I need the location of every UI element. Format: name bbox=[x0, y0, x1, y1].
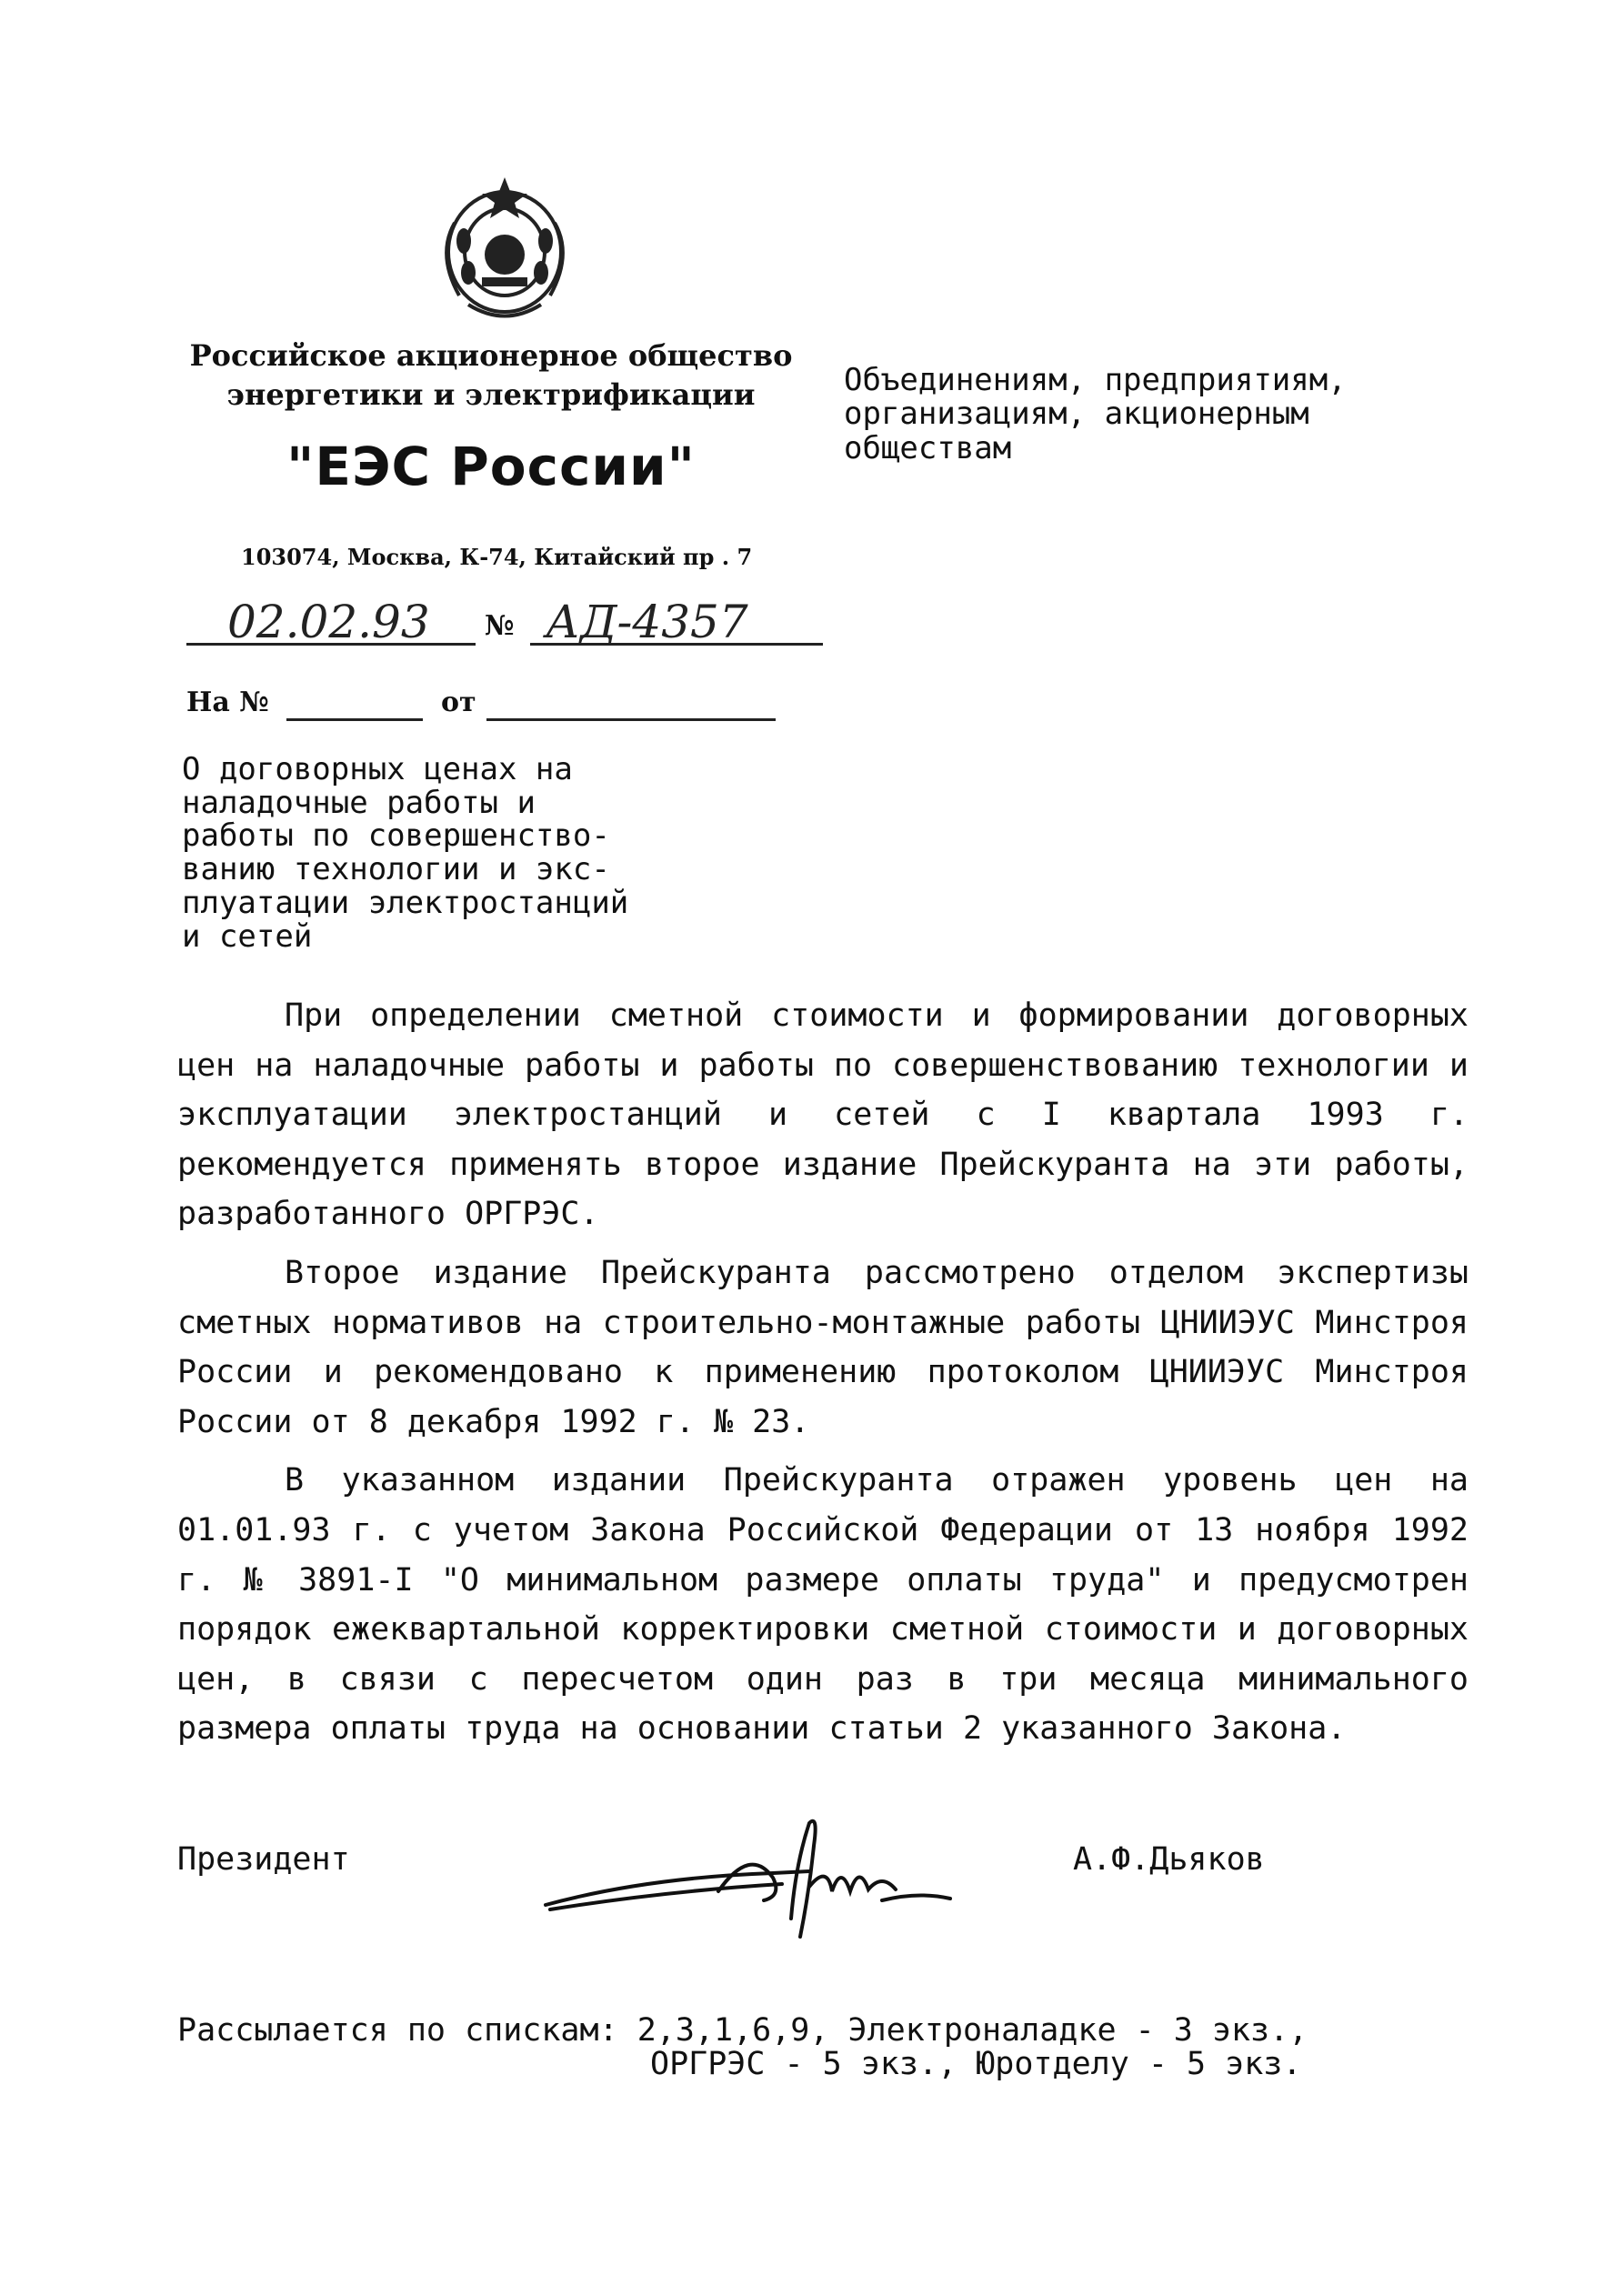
organization-header bbox=[173, 336, 809, 503]
reference-line bbox=[186, 687, 823, 723]
distribution-line2: ОРГРЭС - 5 экз., Юротделу - 5 экз. bbox=[650, 2045, 1302, 2082]
org-address: 103074, Москва, К-74, Китайский пр . 7 bbox=[241, 544, 753, 570]
body-paragraph: При определении сметной стоимости и формировании договорных цен на наладочные работы и работы по совершенствованию технологии и эксплуатации электростанций и сетей с I квартала 1993 г. рекомендуется применять второе издание Прейскуранта на эти работы, разработанного ОРГРЭС. bbox=[177, 997, 1469, 1233]
body-paragraph: Второе издание Прейскуранта рассмотрено отделом экспертизы сметных нормативов на строительно-монтажные работы ЦНИИЭУС Минстроя России и рекомендовано к применению протоколом ЦНИИЭУС Минстроя России от 8 декабря 1992 г. № 23. bbox=[177, 1254, 1469, 1440]
body-paragraph: В указанном издании Прейскуранта отражен уровень цен на 01.01.93 г. с учетом Закона Российской Федерации от 13 ноября 1992 г. № 3891-I "О минимальном размере оплаты труда" и предусмотрен порядок ежеквартальной корректировки сметной стоимости и договорных цен, в связи с пересчетом один раз в три месяца минимального размера оплаты труда на основании статьи 2 указанного Закона. bbox=[177, 1462, 1469, 1748]
distribution-list bbox=[177, 2014, 1469, 2081]
reference-number-blank bbox=[286, 718, 423, 721]
org-name-line1: Российское акционерное общество bbox=[189, 338, 793, 373]
document-number: АД-4357 bbox=[546, 596, 748, 648]
letter-body bbox=[177, 991, 1469, 1754]
number-label: № bbox=[485, 610, 515, 642]
distribution-line1: Рассылается по спискам: 2,3,1,6,9, Электроналадке - 3 экз., bbox=[177, 2012, 1308, 2049]
addressee: Объединениям, предприятиям, организациям, акционерным обществам bbox=[844, 362, 1347, 466]
reference-from-label: от bbox=[441, 687, 476, 718]
org-name-line2: энергетики и электрификации bbox=[226, 377, 756, 413]
signature-block bbox=[177, 1819, 1469, 1964]
signatory-name: А.Ф.Дьяков bbox=[1073, 1841, 1265, 1878]
signatory-title: Президент bbox=[177, 1841, 350, 1878]
handwritten-signature bbox=[536, 1809, 964, 1946]
reference-date-blank bbox=[486, 718, 776, 721]
state-emblem-icon bbox=[427, 168, 582, 327]
org-brand: "ЕЭС России" bbox=[286, 436, 696, 498]
date-number-line bbox=[186, 596, 823, 650]
reference-label: На № bbox=[186, 687, 269, 718]
document-date: 02.02.93 bbox=[227, 596, 430, 648]
letter-subject: О договорных ценах на наладочные работы и работы по совершенство- ванию технологии и экс- плуатации электростанций и сетей bbox=[182, 751, 629, 955]
